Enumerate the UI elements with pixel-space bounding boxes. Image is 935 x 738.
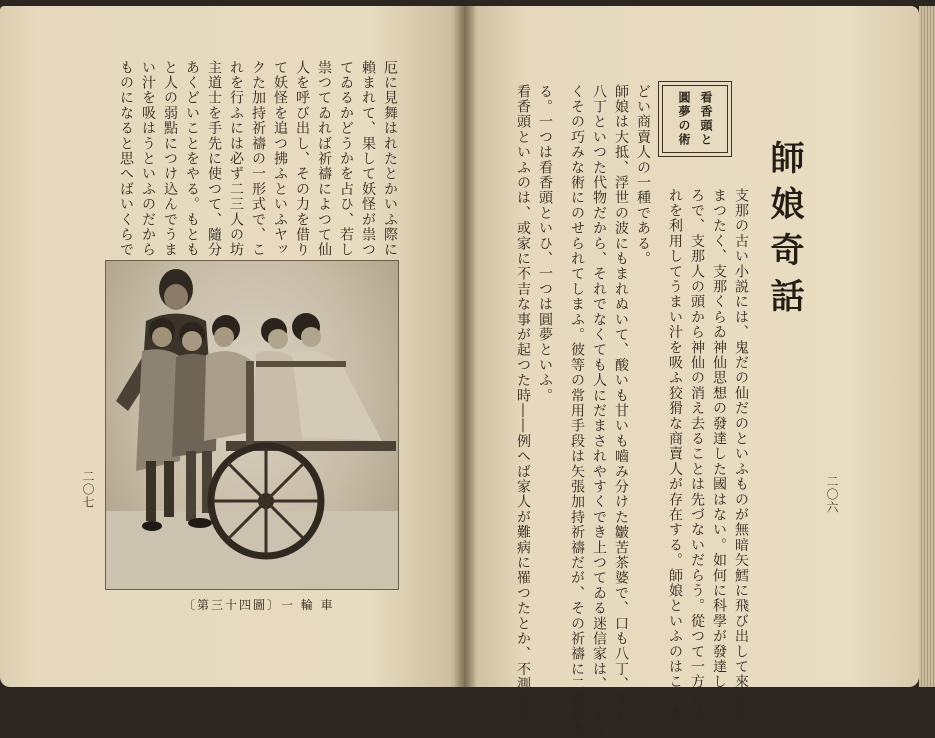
section-heading-line-1: 看香頭と (699, 91, 713, 147)
text-column: どい商賣人の一種である。 (635, 84, 651, 267)
text-column: クた加持祈禱の一形式で、こ (250, 60, 266, 258)
text-column: い汁を吸はうといふのだから (140, 60, 156, 258)
text-column: 看香頭といふのは、或家に不吉な事が起つた時――例へば家人が難病に罹つたとか、不測の災 (515, 84, 531, 723)
text-column: 賴まれて、果して妖怪が祟つ (360, 60, 376, 258)
page-number-right: 二〇六 (825, 475, 839, 514)
text-column: 祟つてゐれば祈禱によつて仙 (316, 60, 332, 258)
chapter-title: 師娘奇話 (764, 140, 804, 324)
section-heading-box (658, 81, 732, 157)
text-column: あくどいことをやる。もとも (184, 60, 200, 258)
section-heading-line-2: 圓夢の術 (677, 91, 691, 147)
text-column: 支那の古い小説には、鬼だの仙だのといふものが無暗矢鱈に飛び出して來るが (733, 188, 749, 720)
text-column: ろで、支那人の頭から神仙の消え去ることは先づないだらう。從つて一方にはこ (689, 188, 705, 736)
text-column: 人を呼び出し、その力を借り (294, 60, 310, 258)
wheelbarrow-photo-illustration (106, 261, 398, 589)
text-column: れを利用してうまい汁を吸ふ狡猾な商賣人が存在する。師娘といふのはこのあく (667, 188, 683, 736)
text-column: くその巧みな術にのせられてしまふ。彼等の常用手段は矢張加持祈禱だが、その祈禱に二種類あ (569, 84, 585, 738)
text-column: 師娘は大抵、浮世の波にもまれぬいて、酸いも甘いも嚙み分けた皺苦茶婆で、口も八丁、手も (613, 84, 629, 723)
book-gutter (454, 6, 476, 687)
text-column: る。一つは看香頭といひ、一つは圓夢といふ。 (537, 84, 553, 404)
photograph-wheelbarrow (105, 260, 399, 590)
text-column: てゐるかどうかを占ひ、若し (338, 60, 354, 258)
text-column: 八丁といつた代物だから、それでなくても人にだまされやすくでき上つてゐる迷信家は、苦もな (591, 84, 607, 738)
figure-caption: 〔第三十四圖〕一 輪 車 (183, 598, 335, 612)
text-column: 主道士を手先に使つて、隨分 (206, 60, 222, 258)
text-column: 厄に見舞はれたとかいふ際に (382, 60, 398, 258)
page-number-left: 二〇七 (81, 470, 95, 509)
page-edges (919, 6, 935, 687)
text-column: て妖怪を追つ拂ふといふヤッ (272, 60, 288, 258)
text-column: ものになると思へばいくらで (118, 60, 134, 258)
text-column: と人の弱點につけ込んでうま (162, 60, 178, 258)
text-column: れを行ふには必ず二三人の坊 (228, 60, 244, 258)
text-column: まつたく、支那くらゐ神仙思想の發達した國はない。如何に科學が發達したとこ (711, 188, 727, 736)
